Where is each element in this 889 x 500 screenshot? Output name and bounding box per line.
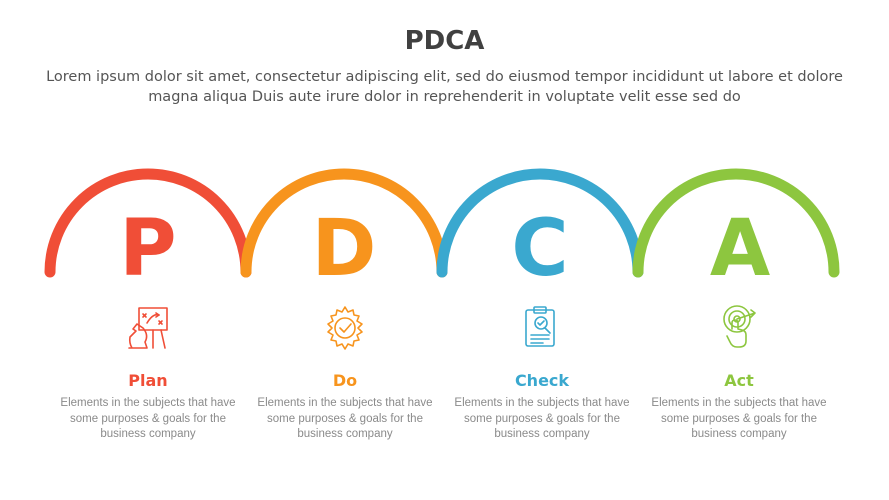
letter-a: A <box>709 204 771 294</box>
letter-c: C <box>511 204 569 294</box>
step-label-do: Do <box>332 371 358 390</box>
step-label-check: Check <box>514 371 570 390</box>
step-desc-check: Elements in the subjects that have some purposes & goals for the business company <box>454 397 630 440</box>
step-label-plan: Plan <box>128 371 168 390</box>
letter-p: P <box>119 204 177 294</box>
step-label-act: Act <box>724 371 754 390</box>
target-hand-icon <box>715 303 765 353</box>
gear-check-icon <box>320 303 370 353</box>
step-desc-plan: Elements in the subjects that have some purposes & goals for the business company <box>60 397 236 440</box>
step-desc-act: Elements in the subjects that have some purposes & goals for the business company <box>651 397 827 440</box>
letter-d: D <box>311 204 377 294</box>
clipboard-magnifier-icon <box>517 303 567 353</box>
page-subtitle: Lorem ipsum dolor sit amet, consectetur adipiscing elit, sed do eiusmod tempor incididunt ut labore et dolore magna aliqua Duis aute irure dolor in reprehenderit in voluptate velit esse sed do <box>46 69 843 105</box>
step-desc-do: Elements in the subjects that have some purposes & goals for the business company <box>257 397 433 440</box>
strategy-board-icon <box>123 303 173 353</box>
page-title: PDCA <box>404 26 485 56</box>
